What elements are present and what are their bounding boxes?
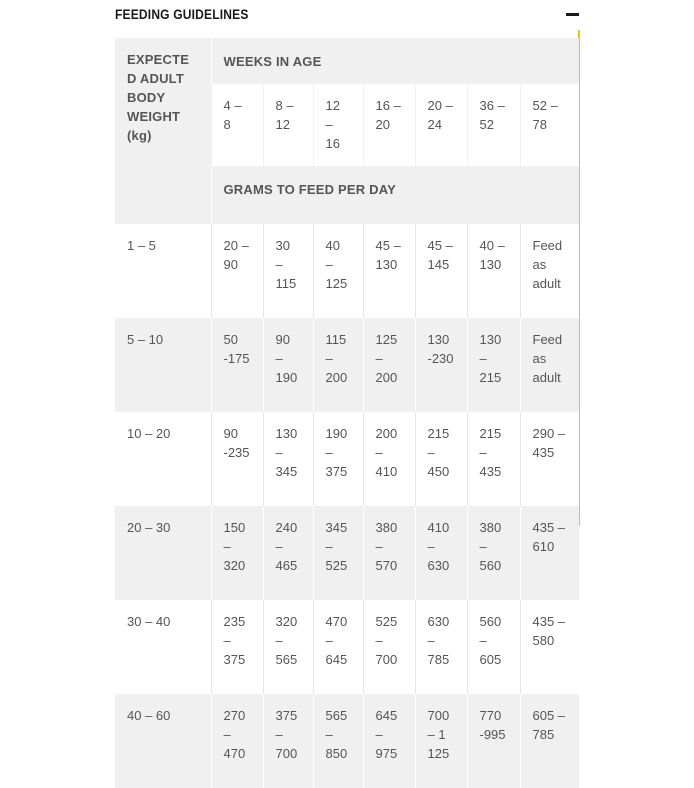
weight-cell: 10 – 20 xyxy=(115,412,211,506)
table-row xyxy=(115,506,579,600)
grams-cell: 240 – 465 xyxy=(263,506,313,600)
grams-cell: 130 – 345 xyxy=(263,412,313,506)
table-row xyxy=(115,694,579,788)
table-row xyxy=(115,224,579,318)
grams-header: GRAMS TO FEED PER DAY xyxy=(211,166,579,224)
age-range-cell: 8 – 12 xyxy=(263,84,313,166)
grams-cell: 605 – 785 xyxy=(520,694,579,788)
age-range-cell: 12 – 16 xyxy=(313,84,363,166)
table-row xyxy=(115,412,579,506)
age-range-cell: 4 – 8 xyxy=(211,84,263,166)
grams-cell: Feed as adult xyxy=(520,318,579,412)
table-row xyxy=(115,600,579,694)
grams-cell: 435 – 610 xyxy=(520,506,579,600)
grams-header-row xyxy=(115,166,579,224)
grams-cell: 115 – 200 xyxy=(313,318,363,412)
grams-cell: 130 – 215 xyxy=(467,318,520,412)
age-range-cell: 52 – 78 xyxy=(520,84,579,166)
grams-cell: 630 – 785 xyxy=(415,600,467,694)
weeks-header: WEEKS IN AGE xyxy=(211,38,579,84)
grams-cell: 320 – 565 xyxy=(263,600,313,694)
age-range-cell: 36 – 52 xyxy=(467,84,520,166)
section-title: FEEDING GUIDELINES xyxy=(115,6,249,22)
grams-cell: 380 – 560 xyxy=(467,506,520,600)
grams-cell: 435 – 580 xyxy=(520,600,579,694)
grams-cell: 565 – 850 xyxy=(313,694,363,788)
grams-cell: 125 – 200 xyxy=(363,318,415,412)
grams-cell: 45 – 145 xyxy=(415,224,467,318)
grams-cell: 90 -235 xyxy=(211,412,263,506)
grams-cell: 470 – 645 xyxy=(313,600,363,694)
minus-icon[interactable] xyxy=(566,13,579,16)
grams-cell: 90 – 190 xyxy=(263,318,313,412)
weight-cell: 40 – 60 xyxy=(115,694,211,788)
grams-cell: 30 – 115 xyxy=(263,224,313,318)
weight-cell: 5 – 10 xyxy=(115,318,211,412)
grams-cell: 700 – 1 125 xyxy=(415,694,467,788)
grams-cell: 40 – 125 xyxy=(313,224,363,318)
grams-cell: 215 – 435 xyxy=(467,412,520,506)
grams-cell: 525 – 700 xyxy=(363,600,415,694)
grams-cell: 215 – 450 xyxy=(415,412,467,506)
feeding-table xyxy=(115,38,579,788)
grams-cell: 190 – 375 xyxy=(313,412,363,506)
grams-cell: 560 – 605 xyxy=(467,600,520,694)
grams-cell: 150 – 320 xyxy=(211,506,263,600)
grams-cell: 235 – 375 xyxy=(211,600,263,694)
grams-cell: 645 – 975 xyxy=(363,694,415,788)
grams-row-spacer xyxy=(115,166,211,224)
grams-cell: 200 – 410 xyxy=(363,412,415,506)
weight-cell: 1 – 5 xyxy=(115,224,211,318)
grams-cell: 290 – 435 xyxy=(520,412,579,506)
section-header[interactable] xyxy=(115,0,579,30)
grams-cell: 345 – 525 xyxy=(313,506,363,600)
grams-cell: 270 – 470 xyxy=(211,694,263,788)
grams-cell: 770 -995 xyxy=(467,694,520,788)
grams-cell: 45 – 130 xyxy=(363,224,415,318)
weight-cell: 20 – 30 xyxy=(115,506,211,600)
grams-cell: 20 – 90 xyxy=(211,224,263,318)
grams-cell: 130 -230 xyxy=(415,318,467,412)
feeding-table-container[interactable] xyxy=(115,38,579,761)
grams-cell: 40 – 130 xyxy=(467,224,520,318)
table-row xyxy=(115,318,579,412)
age-range-cell: 20 – 24 xyxy=(415,84,467,166)
weight-cell: 30 – 40 xyxy=(115,600,211,694)
age-range-cell: 16 – 20 xyxy=(363,84,415,166)
grams-cell: 50 -175 xyxy=(211,318,263,412)
weight-column-header: EXPECTED ADULT BODY WEIGHT (kg) xyxy=(115,38,211,166)
grams-cell: Feed as adult xyxy=(520,224,579,318)
grams-cell: 410 – 630 xyxy=(415,506,467,600)
grams-cell: 375 – 700 xyxy=(263,694,313,788)
grams-cell: 380 – 570 xyxy=(363,506,415,600)
header-row xyxy=(115,38,579,84)
